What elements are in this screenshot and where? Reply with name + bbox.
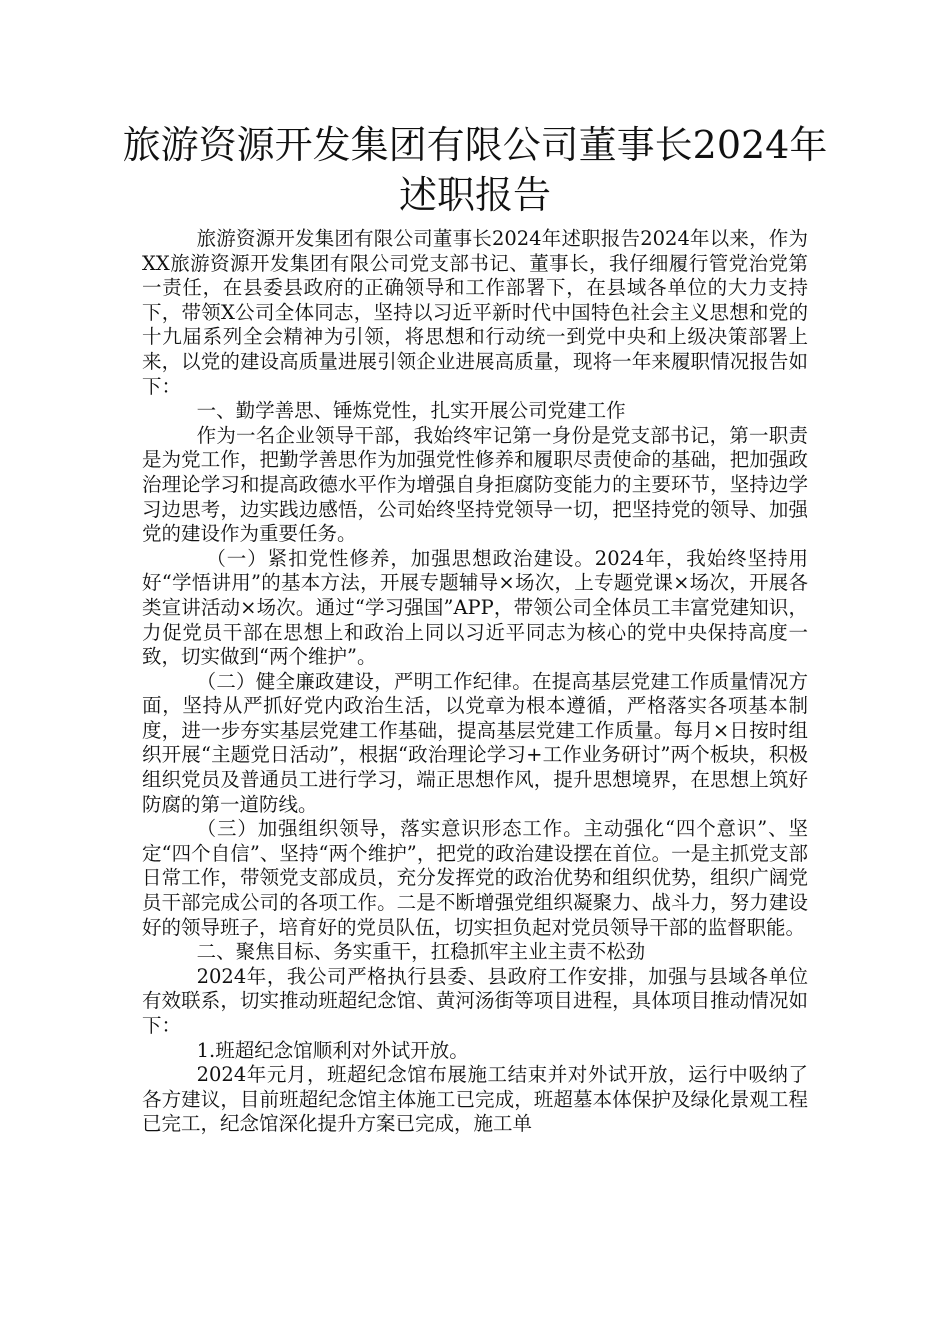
document-body [142,227,808,1137]
paragraph-intro: 旅游资源开发集团有限公司董事长2024年述职报告2024年以来，作为XX旅游资源开发集团有限公司党支部书记、董事长，我仔细履行管党治党第一责任，在县委县政府的正确领导和工作部署下，在县域各单位的大力支持下，带领X公司全体同志，坚持以习近平新时代中国特色社会主义思想和党的十九届系列全会精神为引领，将思想和行动统一到党中央和上级决策部署上来，以党的建设高质量进展引领企业进展高质量，现将一年来履职情况报告如下： [142,227,808,398]
paragraph: 作为一名企业领导干部，我始终牢记第一身份是党支部书记，第一职责是为党工作，把勤学善思作为加强党性修养和履职尽责使命的基础，把加强政治理论学习和提高政德水平作为增强自身拒腐防变能力的主要环节，坚持边学习边思考，边实践边感悟，公司始终坚持党领导一切，把坚持党的领导、加强党的建设作为重要任务。 [142,423,808,546]
section-heading-1: 一、勤学善思、锤炼党性，扎实开展公司党建工作 [196,399,626,423]
document-title: 旅游资源开发集团有限公司董事长2024年述职报告 [122,123,828,217]
paragraph: 2024年元月，班超纪念馆布展施工结束并对外试开放，运行中吸纳了各方建议，目前班超纪念馆主体施工已完成，班超墓本体保护及绿化景观工程已完工，纪念馆深化提升方案已完成，施工单 [142,1063,808,1136]
paragraph: （一）紧扣党性修养，加强思想政治建设。2024年，我始终坚持用好“学悟讲用”的基本方法，开展专题辅导×场次，上专题党课×场次，开展各类宣讲活动×场次。通过“学习强国”APP，带领公司全体员工丰富党建知识，力促党员干部在思想上和政治上同以习近平同志为核心的党中央保持高度一致，切实做到“两个维护”。 [142,546,808,669]
paragraph: 2024年，我公司严格执行县委、县政府工作安排，加强与县域各单位有效联系，切实推动班超纪念馆、黄河汤街等项目进程，具体项目推动情况如下： [142,964,808,1037]
paragraph: （三）加强组织领导，落实意识形态工作。主动强化“四个意识”、坚定“四个自信”、坚持“两个维护”，把党的政治建设摆在首位。一是主抓党支部日常工作，带领党支部成员，充分发挥党的政治优势和组织优势，组织广阔党员干部完成公司的各项工作。二是不断增强党组织凝聚力、战斗力，努力建设好的领导班子，培育好的党员队伍，切实担负起对党员领导干部的监督职能。 [142,817,808,939]
subheading: 1.班超纪念馆顺利对外试开放。 [196,1038,469,1062]
section-heading-2: 二、聚焦目标、务实重干，扛稳抓牢主业主责不松劲 [196,940,646,964]
paragraph: （二）健全廉政建设，严明工作纪律。在提高基层党建工作质量情况方面，坚持从严抓好党内政治生活，以党章为根本遵循，严格落实各项基本制度，进一步夯实基层党建工作基础，提高基层党建工作质量。每月×日按时组织开展“主题党日活动”，根据“政治理论学习+工作业务研讨”两个板块，积极组织党员及普通员工进行学习，端正思想作风，提升思想境界，在思想上筑好防腐的第一道防线。 [142,669,808,816]
